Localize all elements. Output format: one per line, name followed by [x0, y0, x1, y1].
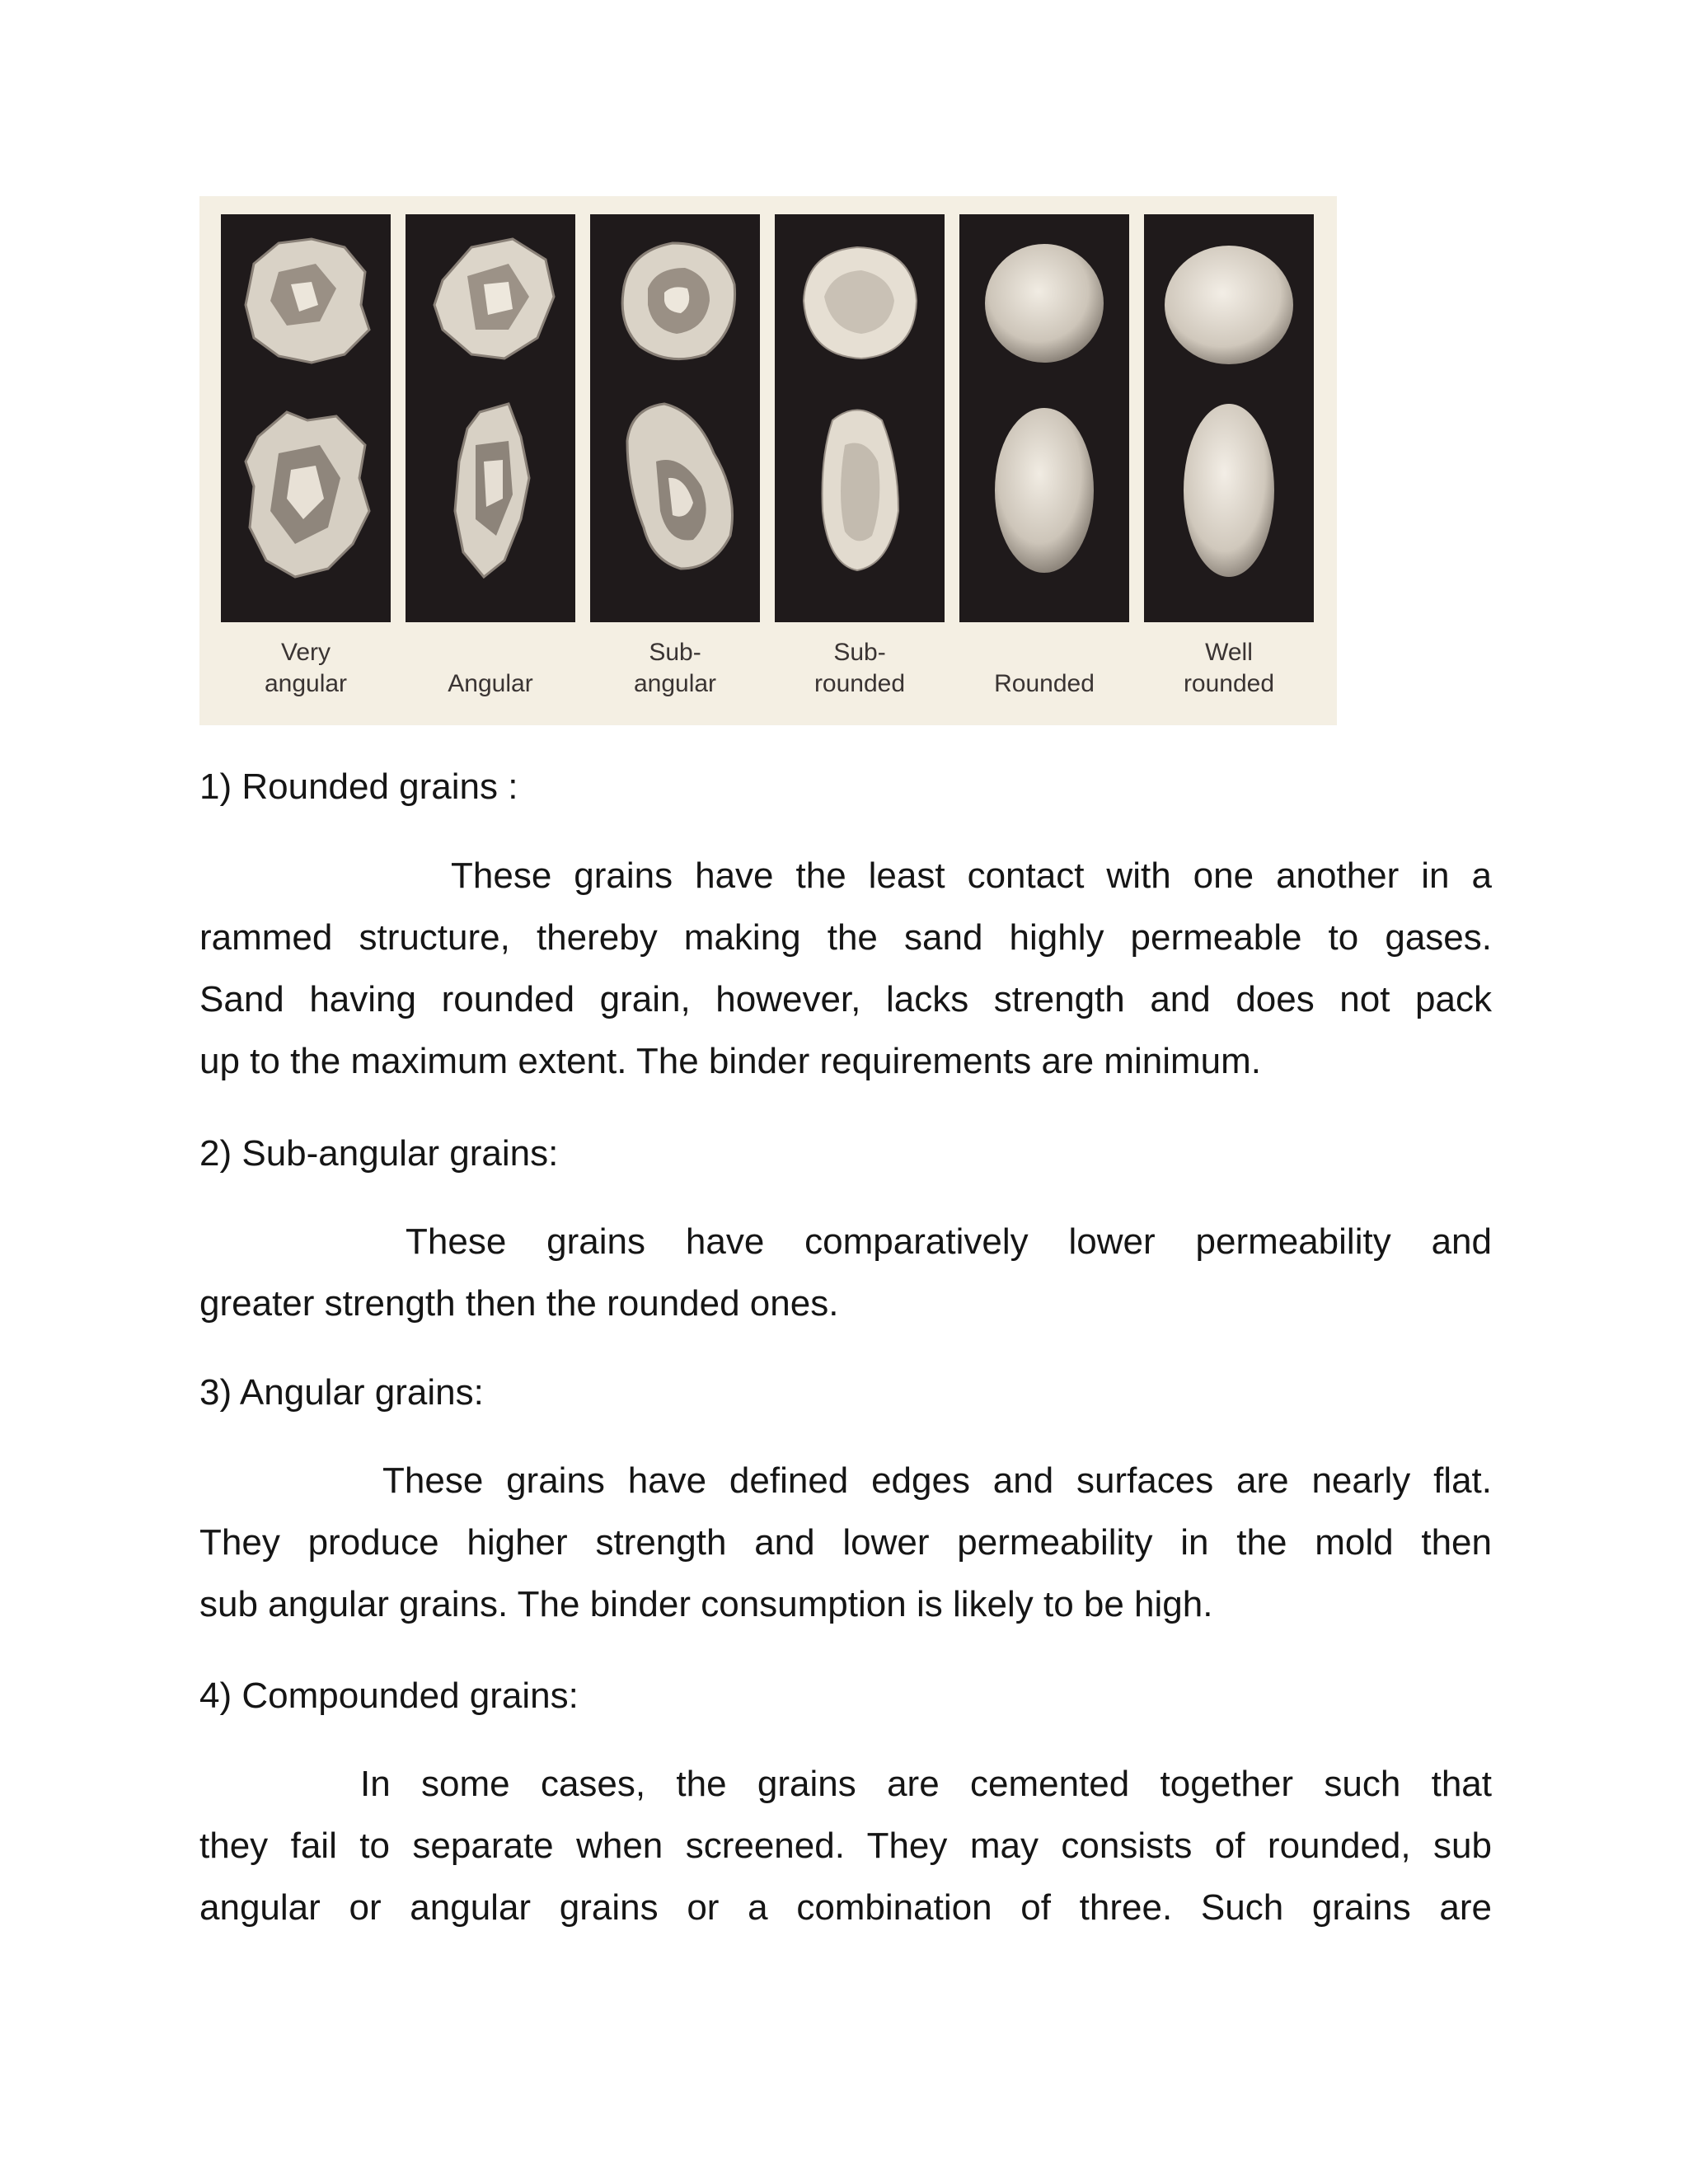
section-heading-sub-angular-grains: 2) Sub-angular grains: [199, 1133, 559, 1174]
section-heading-angular-grains: 3) Angular grains: [199, 1372, 484, 1413]
rounded-grains-illustration [959, 214, 1129, 622]
grain-label-sub-rounded: Sub- rounded [814, 639, 906, 697]
section-body-compounded-grains [199, 1753, 1492, 1938]
grain-label-very-angular: Very angular [264, 639, 348, 697]
sub-rounded-grains-illustration [775, 214, 945, 622]
body-line: These grains have the least contact with one another in a [451, 855, 1492, 896]
grain-label-angular: Angular [448, 670, 533, 697]
body-line: These grains have defined edges and surfaces are nearly flat. [382, 1460, 1492, 1501]
body-line: greater strength then the rounded ones. [199, 1283, 839, 1324]
sub-angular-grains-illustration [590, 214, 760, 622]
body-line: Sand having rounded grain, however, lacks strength and does not pack [199, 979, 1492, 1019]
grain-panel-very-angular [221, 214, 391, 622]
section-heading-rounded-grains: 1) Rounded grains : [199, 766, 518, 807]
very-angular-grains-illustration [221, 214, 391, 622]
grain-panel-sub-angular [590, 214, 760, 622]
grain-panel-sub-rounded [775, 214, 945, 622]
body-line: In some cases, the grains are cemented together such that [360, 1764, 1492, 1804]
body-line: up to the maximum extent. The binder requirements are minimum. [199, 1041, 1261, 1081]
section-body-rounded-grains [199, 845, 1492, 1092]
grain-label-sub-angular: Sub- angular [633, 639, 717, 697]
body-line: sub angular grains. The binder consumption is likely to be high. [199, 1584, 1213, 1624]
grain-label-rounded: Rounded [994, 670, 1095, 697]
body-line: angular or angular grains or a combination of three. Such grains are [199, 1887, 1492, 1928]
grain-panel-well-rounded [1144, 214, 1314, 622]
body-line: rammed structure, thereby making the sand highly permeable to gases. [199, 917, 1492, 958]
angular-grains-illustration [406, 214, 575, 622]
grain-label-well-rounded: Well rounded [1183, 639, 1275, 697]
section-heading-compounded-grains: 4) Compounded grains: [199, 1675, 579, 1716]
section-body-sub-angular-grains [199, 1211, 1492, 1334]
section-body-angular-grains [199, 1450, 1492, 1635]
body-line: They produce higher strength and lower permeability in the mold then [199, 1522, 1492, 1563]
grain-panel-angular [406, 214, 575, 622]
grain-shape-figure [199, 196, 1337, 725]
body-line: they fail to separate when screened. They may consists of rounded, sub [199, 1825, 1492, 1866]
body-line: These grains have comparatively lower permeability and [406, 1221, 1492, 1262]
well-rounded-grains-illustration [1144, 214, 1314, 622]
grain-panel-rounded [959, 214, 1129, 622]
